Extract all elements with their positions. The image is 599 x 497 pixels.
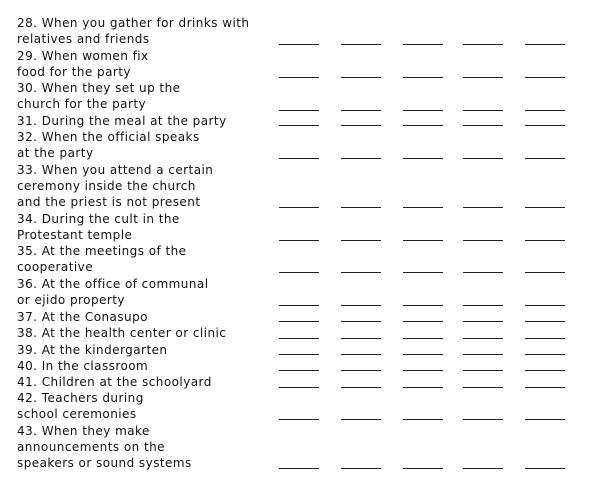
answer-blank-5[interactable] (525, 240, 565, 241)
answer-blank-2[interactable] (341, 158, 381, 159)
question-text-line: 31. During the meal at the party (17, 114, 227, 128)
answer-blank-5[interactable] (525, 370, 565, 371)
answer-blank-2[interactable] (341, 419, 381, 420)
answer-blank-1[interactable] (279, 272, 319, 273)
answer-blank-3[interactable] (403, 419, 443, 420)
question-text-line: Protestant temple (17, 228, 133, 242)
answer-blank-5[interactable] (525, 110, 565, 111)
answer-blank-1[interactable] (279, 468, 319, 469)
answer-blank-4[interactable] (463, 305, 503, 306)
question-text-line: 29. When women fix (17, 49, 149, 63)
answer-blank-1[interactable] (279, 44, 319, 45)
answer-blank-4[interactable] (463, 321, 503, 322)
answer-blank-1[interactable] (279, 338, 319, 339)
question-text-line: 32. When the official speaks (17, 130, 200, 144)
question-text-line: 42. Teachers during (17, 391, 144, 405)
answer-blank-5[interactable] (525, 419, 565, 420)
question-text-line: 35. At the meetings of the (17, 244, 187, 258)
answer-blank-5[interactable] (525, 158, 565, 159)
answer-blank-5[interactable] (525, 468, 565, 469)
answer-blank-3[interactable] (403, 387, 443, 388)
answer-blank-2[interactable] (341, 468, 381, 469)
question-text-line: at the party (17, 146, 94, 160)
answer-blank-2[interactable] (341, 125, 381, 126)
answer-blank-3[interactable] (403, 110, 443, 111)
question-text-line: 36. At the office of communal (17, 277, 209, 291)
answer-blank-5[interactable] (525, 207, 565, 208)
answer-blank-5[interactable] (525, 305, 565, 306)
answer-blank-5[interactable] (525, 272, 565, 273)
answer-blank-1[interactable] (279, 110, 319, 111)
answer-blank-4[interactable] (463, 77, 503, 78)
answer-blank-3[interactable] (403, 354, 443, 355)
answer-blank-2[interactable] (341, 370, 381, 371)
question-text-line: 34. During the cult in the (17, 212, 180, 226)
answer-blank-2[interactable] (341, 354, 381, 355)
answer-blank-4[interactable] (463, 272, 503, 273)
answer-blank-4[interactable] (463, 370, 503, 371)
answer-blank-4[interactable] (463, 110, 503, 111)
answer-blank-2[interactable] (341, 207, 381, 208)
answer-blank-1[interactable] (279, 240, 319, 241)
answer-blank-1[interactable] (279, 77, 319, 78)
answer-blank-5[interactable] (525, 125, 565, 126)
answer-blank-2[interactable] (341, 272, 381, 273)
answer-blank-1[interactable] (279, 419, 319, 420)
answer-blank-4[interactable] (463, 158, 503, 159)
question-text-line: school ceremonies (17, 407, 137, 421)
answer-blank-3[interactable] (403, 77, 443, 78)
question-text-line: 43. When they make (17, 424, 150, 438)
question-text-line: food for the party (17, 65, 131, 79)
answer-blank-1[interactable] (279, 125, 319, 126)
answer-blank-3[interactable] (403, 338, 443, 339)
answer-blank-1[interactable] (279, 207, 319, 208)
answer-blank-2[interactable] (341, 387, 381, 388)
question-text-line: 37. At the Conasupo (17, 310, 148, 324)
question-text-line: ceremony inside the church (17, 179, 196, 193)
question-text-line: 38. At the health center or clinic (17, 326, 227, 340)
answer-blank-3[interactable] (403, 240, 443, 241)
answer-blank-2[interactable] (341, 305, 381, 306)
answer-blank-1[interactable] (279, 387, 319, 388)
answer-blank-1[interactable] (279, 158, 319, 159)
answer-blank-3[interactable] (403, 370, 443, 371)
answer-blank-1[interactable] (279, 321, 319, 322)
answer-blank-3[interactable] (403, 321, 443, 322)
answer-blank-4[interactable] (463, 468, 503, 469)
question-text-line: 40. In the classroom (17, 359, 149, 373)
answer-blank-4[interactable] (463, 338, 503, 339)
answer-blank-4[interactable] (463, 354, 503, 355)
question-text-line: relatives and friends (17, 32, 150, 46)
question-text-line: or ejido property (17, 293, 125, 307)
answer-blank-5[interactable] (525, 387, 565, 388)
answer-blank-1[interactable] (279, 354, 319, 355)
answer-blank-4[interactable] (463, 125, 503, 126)
answer-blank-3[interactable] (403, 272, 443, 273)
answer-blank-4[interactable] (463, 44, 503, 45)
question-text-line: church for the party (17, 97, 147, 111)
question-text-line: announcements on the (17, 440, 166, 454)
answer-blank-4[interactable] (463, 207, 503, 208)
answer-blank-3[interactable] (403, 207, 443, 208)
answer-blank-2[interactable] (341, 321, 381, 322)
question-text-line: 39. At the kindergarten (17, 343, 168, 357)
answer-blank-3[interactable] (403, 158, 443, 159)
answer-blank-2[interactable] (341, 338, 381, 339)
answer-blank-5[interactable] (525, 321, 565, 322)
answer-blank-5[interactable] (525, 354, 565, 355)
answer-blank-1[interactable] (279, 305, 319, 306)
question-text-line: cooperative (17, 260, 94, 274)
answer-blank-3[interactable] (403, 125, 443, 126)
question-text-line: 41. Children at the schoolyard (17, 375, 212, 389)
answer-blank-4[interactable] (463, 387, 503, 388)
answer-blank-2[interactable] (341, 240, 381, 241)
answer-blank-2[interactable] (341, 77, 381, 78)
answer-blank-2[interactable] (341, 110, 381, 111)
answer-blank-3[interactable] (403, 305, 443, 306)
question-text-line: 30. When they set up the (17, 81, 181, 95)
answer-blank-3[interactable] (403, 44, 443, 45)
answer-blank-5[interactable] (525, 338, 565, 339)
answer-blank-5[interactable] (525, 77, 565, 78)
question-text-line: and the priest is not present (17, 195, 201, 209)
question-text-line: speakers or sound systems (17, 456, 192, 470)
answer-blank-5[interactable] (525, 44, 565, 45)
answer-blank-1[interactable] (279, 370, 319, 371)
answer-blank-4[interactable] (463, 240, 503, 241)
answer-blank-2[interactable] (341, 44, 381, 45)
answer-blank-4[interactable] (463, 419, 503, 420)
answer-blank-3[interactable] (403, 468, 443, 469)
question-text-line: 28. When you gather for drinks with (17, 16, 250, 30)
question-text-line: 33. When you attend a certain (17, 163, 214, 177)
